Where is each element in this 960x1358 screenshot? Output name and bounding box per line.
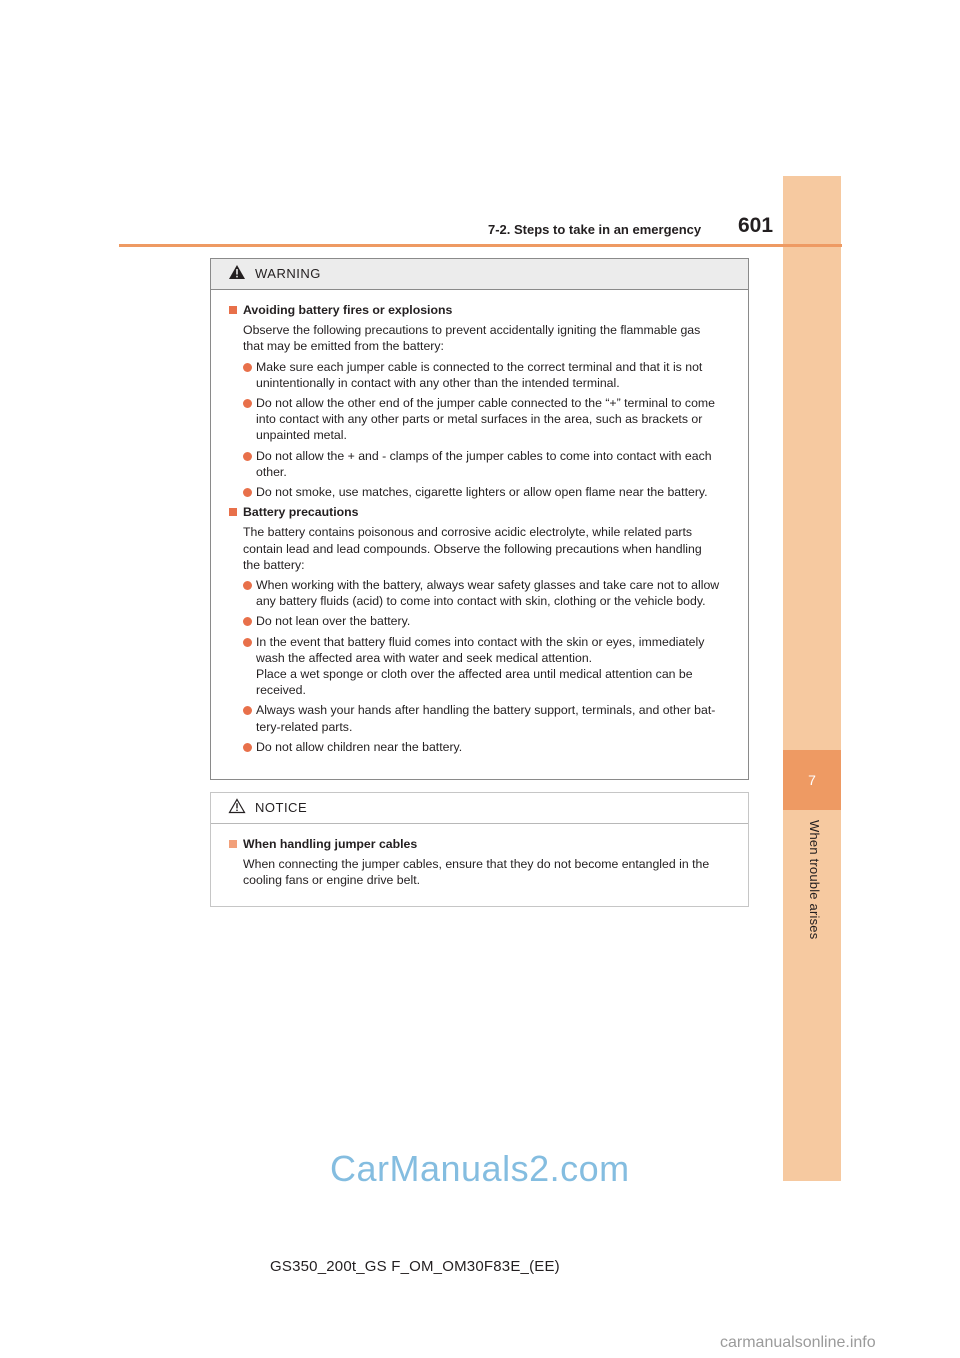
square-bullet-icon	[229, 508, 237, 516]
list-item-line: unintentionally in contact with any other than the intended terminal.	[256, 375, 620, 390]
warning-box-title-bar	[211, 259, 748, 290]
list-item-line: Do not lean over the battery.	[256, 614, 411, 629]
square-bullet-icon	[229, 840, 237, 848]
watermark-text: CarManuals2.com	[330, 1148, 630, 1189]
notice-line: cooling fans or engine drive belt.	[243, 873, 421, 888]
side-tab-strip	[783, 176, 841, 1181]
list-item-line: In the event that battery fluid comes into contact with the skin or eyes, immediately	[256, 634, 705, 649]
list-item-line: Do not smoke, use matches, cigarette lighters or allow open flame near the battery.	[256, 485, 708, 500]
bullet-list-item	[229, 702, 740, 734]
round-bullet-icon	[243, 617, 252, 626]
notice-line: When connecting the jumper cables, ensure that they do not become entangled in the	[243, 857, 710, 872]
warning-title: WARNING	[255, 266, 321, 281]
warning-section-heading	[229, 504, 740, 520]
side-tab-chapter-number: 7	[783, 750, 841, 810]
list-item-line: Do not allow the + and - clamps of the jumper cables to come into contact with each	[256, 448, 712, 463]
section-intro-paragraph	[229, 322, 740, 354]
round-bullet-icon	[243, 638, 252, 647]
notice-title: NOTICE	[255, 800, 308, 815]
notice-box-title-bar	[211, 793, 748, 824]
notice-box	[210, 792, 749, 907]
list-item-line: wash the affected area with water and seek medical attention.	[256, 650, 593, 665]
notice-section-heading	[229, 836, 740, 852]
list-item-line: any battery fluids (acid) to come into contact with skin, clothing or the vehicle body.	[256, 594, 706, 609]
bullet-list-item	[229, 739, 740, 755]
bullet-list-item	[229, 448, 740, 480]
list-item-line: unpainted metal.	[256, 428, 347, 443]
notice-body	[211, 824, 748, 889]
warning-triangle-icon	[228, 264, 246, 280]
notice-heading-text: When handling jumper cables	[243, 837, 418, 851]
list-item-line: tery-related parts.	[256, 719, 353, 734]
bullet-list-item	[229, 359, 740, 391]
warning-body	[211, 290, 748, 755]
paragraph-line: Observe the following precautions to prevent accidentally igniting the flammable gas	[243, 323, 701, 338]
caution-triangle-icon	[228, 798, 246, 814]
header-rule	[119, 244, 842, 247]
square-bullet-icon	[229, 306, 237, 314]
paragraph-line: that may be emitted from the battery:	[243, 339, 444, 354]
round-bullet-icon	[243, 706, 252, 715]
list-item-line: Do not allow the other end of the jumper cable connected to the “+” terminal to come	[256, 396, 716, 411]
list-item-line: received.	[256, 683, 306, 698]
paragraph-line: the battery:	[243, 557, 305, 572]
corner-watermark-text: carmanualsonline.info	[720, 1334, 876, 1351]
list-item-line: Always wash your hands after handling the battery support, terminals, and other bat-	[256, 703, 716, 718]
section-heading-text: Avoiding battery fires or explosions	[243, 303, 453, 317]
list-item-line: When working with the battery, always wear safety glasses and take care not to allow	[256, 578, 720, 593]
section-heading-text: Battery precautions	[243, 505, 359, 520]
bullet-list-item	[229, 577, 740, 609]
list-item-line: other.	[256, 464, 287, 479]
footer-document-id: GS350_200t_GS F_OM_OM30F83E_(EE)	[270, 1258, 560, 1275]
round-bullet-icon	[243, 363, 252, 372]
side-tab-label: When trouble arises	[807, 820, 822, 940]
section-intro-paragraph	[229, 524, 740, 573]
round-bullet-icon	[243, 452, 252, 461]
list-item-line: Make sure each jumper cable is connected to the correct terminal and that it is not	[256, 359, 703, 374]
warning-box	[210, 258, 749, 780]
bullet-list-item	[229, 484, 740, 500]
paragraph-line: contain lead and lead compounds. Observe the following precautions when handling	[243, 541, 702, 556]
list-item-line: into contact with any other parts or metal surfaces in the area, such as brackets or	[256, 412, 703, 427]
warning-section-heading	[229, 302, 740, 318]
notice-paragraph	[229, 856, 740, 888]
round-bullet-icon	[243, 488, 252, 497]
page-number: 601	[738, 214, 774, 237]
round-bullet-icon	[243, 399, 252, 408]
round-bullet-icon	[243, 581, 252, 590]
bullet-list-item	[229, 613, 740, 629]
header-section-title: 7-2. Steps to take in an emergency	[488, 222, 702, 237]
round-bullet-icon	[243, 743, 252, 752]
bullet-list-item	[229, 395, 740, 444]
list-item-line: Do not allow children near the battery.	[256, 739, 463, 754]
list-item-line: Place a wet sponge or cloth over the affected area until medical attention can be	[256, 667, 693, 682]
paragraph-line: The battery contains poisonous and corrosive acidic electrolyte, while related parts	[243, 525, 693, 540]
bullet-list-item	[229, 634, 740, 699]
